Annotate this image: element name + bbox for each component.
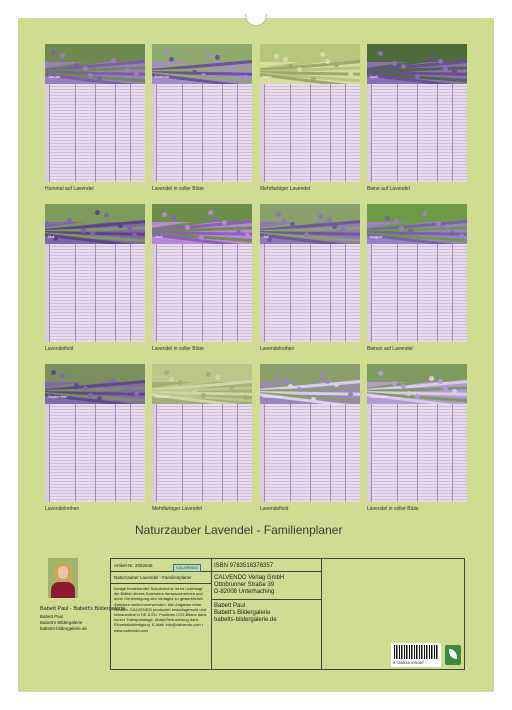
planner-grid (260, 244, 360, 342)
lavender-photo (260, 44, 360, 84)
isbn: ISBN 9783516376357 (214, 563, 274, 569)
author-line-name: Babett Paul (40, 614, 64, 619)
planner-grid (45, 404, 145, 502)
article-number: Artikel-Nr. 2052645 (114, 563, 153, 568)
author-line-gallery: Babett's Bildergalerie (40, 620, 83, 625)
imprint-box (110, 558, 465, 670)
planner-grid (367, 84, 467, 182)
lavender-photo (45, 44, 145, 84)
lavender-photo (260, 204, 360, 244)
publisher-name: CALVENDO Verlag GmbH (214, 575, 285, 581)
lavender-photo (152, 44, 252, 84)
month-name: März (263, 74, 272, 79)
lavender-photo (152, 364, 252, 404)
month-name: Juli (263, 234, 270, 239)
month-caption: Lavendelfeld (45, 346, 74, 352)
product-title: Naturzauber Lavendel - Familienplaner (114, 575, 192, 580)
month-name: Januar (48, 74, 61, 79)
author-block-website: babetts-bildergalerie.de (214, 617, 277, 623)
lavender-photo (367, 364, 467, 404)
month-caption: Lavendel in voller Blüte (367, 506, 419, 512)
month-name: August (370, 234, 383, 239)
planner-grid (45, 244, 145, 342)
author-block-name: Babett Paul (214, 603, 246, 609)
month-caption: Lavendel in voller Blüte (152, 186, 204, 192)
planner-grid (260, 84, 360, 182)
month-caption: Biene auf Lavendel (367, 186, 410, 192)
month-caption: Mehrfarbiger Lavendel (260, 186, 311, 192)
author-block-gallery: Babett's Bildergalerie (214, 610, 271, 616)
month-caption: Lavendelreihen (260, 346, 295, 352)
author-portrait (48, 558, 78, 598)
publisher-street: Ottobrunner Straße 39 (214, 582, 275, 588)
month-name: Mai (48, 234, 55, 239)
author-name: Babett Paul - Babett's Bildergalerie (40, 606, 126, 612)
month-name: Juni (155, 234, 163, 239)
month-caption: Lavendelfeld (260, 506, 289, 512)
month-name: April (370, 74, 379, 79)
lavender-photo (45, 204, 145, 244)
legal-notice: Infolge bestehender Schutzrechte ist es untersagt, die Blätter dieses Kalenders herauszutrennen und ohne Genehmigung des Verlages zu gewerblichen Zwecken weiterzuverwenden. Alle Angaben ohne Gewähr. CALVENDO produziert bedarfsgerecht und klimaneutral in DE & EU. Positives CO2-Bilanz dank kurzer Transportwege. Abfall-Reduzierung dank Einzelstückfertigung. E-Mail: info@calvendo.com • www.calvendo.com (114, 586, 207, 633)
month-caption: Lavendelreihen (45, 506, 80, 512)
month-caption: Lavendel in voller Blüte (152, 346, 204, 352)
publisher-city: D-82008 Unterhaching (214, 589, 275, 595)
planner-grid (152, 404, 252, 502)
month-name: Dezember (370, 394, 389, 399)
barcode-digits: 9 783516 376357 (393, 660, 425, 665)
month-name: November (263, 394, 282, 399)
planner-grid (152, 84, 252, 182)
planner-grid (367, 404, 467, 502)
lavender-photo (367, 204, 467, 244)
author-line-website: babetts-bildergalerie.de (40, 626, 88, 631)
month-name: September (48, 394, 68, 399)
lavender-photo (152, 204, 252, 244)
calvendo-logo: CALVENDO (173, 564, 201, 572)
lavender-photo (367, 44, 467, 84)
month-name: Oktober (155, 394, 170, 399)
month-caption: Bienen auf Lavendel (367, 346, 413, 352)
eco-leaf-icon (445, 645, 461, 665)
month-name: Februar (155, 74, 170, 79)
barcode (391, 643, 441, 667)
planner-grid (260, 404, 360, 502)
planner-grid (367, 244, 467, 342)
planner-grid (45, 84, 145, 182)
month-caption: Hummel auf Lavendel (45, 186, 94, 192)
planner-grid (152, 244, 252, 342)
lavender-photo (260, 364, 360, 404)
lavender-photo (45, 364, 145, 404)
month-caption: Mehrfarbiger Lavendel (152, 506, 203, 512)
calendar-title: Naturzauber Lavendel - Familienplaner (135, 523, 343, 537)
